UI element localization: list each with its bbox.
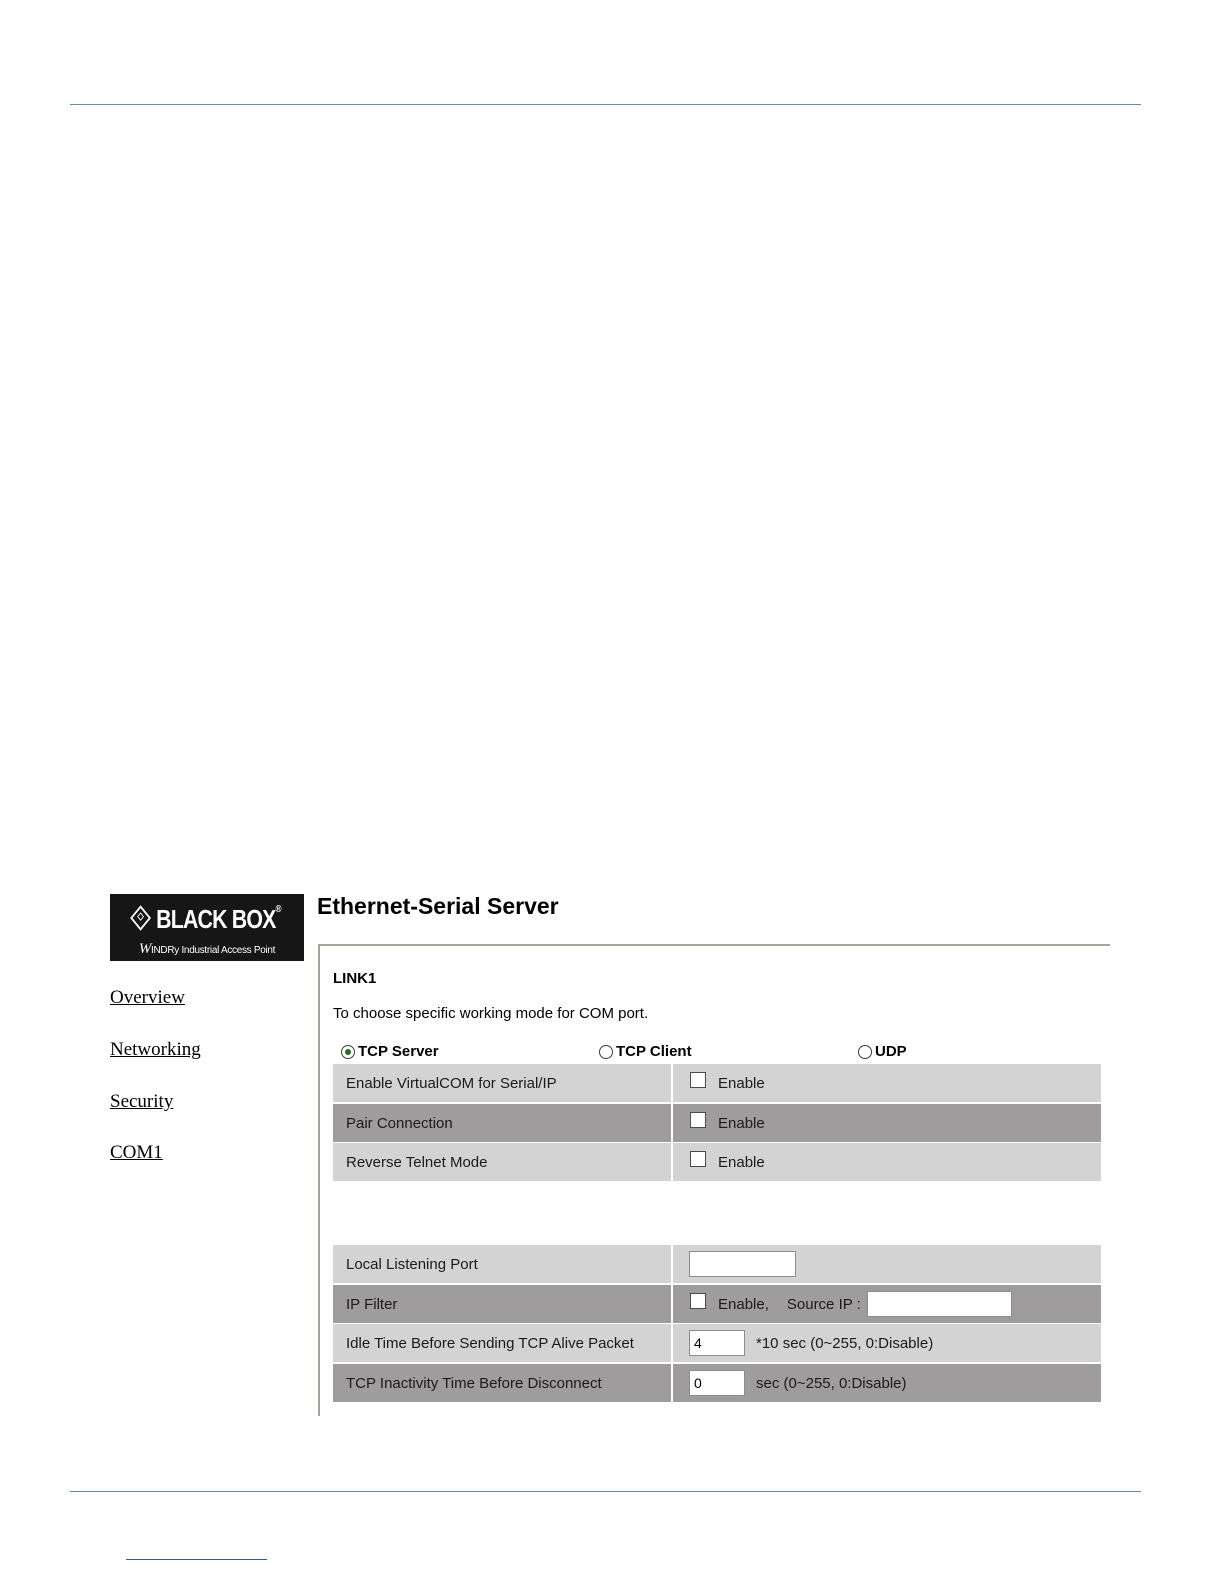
inactivity-time-unit: sec (0~255, 0:Disable) <box>756 1374 907 1392</box>
source-ip-label: Source IP : <box>786 1295 861 1313</box>
virtualcom-label: Enable VirtualCOM for Serial/IP <box>333 1064 671 1102</box>
footer-link-line <box>126 1559 267 1560</box>
table-row-inactivity-time <box>333 1364 1101 1402</box>
inactivity-time-value <box>673 1364 1101 1402</box>
footer-rule <box>70 1491 1141 1492</box>
table-row-reverse-telnet <box>333 1143 1101 1181</box>
pair-connection-checkbox[interactable] <box>690 1112 706 1128</box>
logo-brand <box>127 904 286 935</box>
source-ip-input[interactable] <box>867 1291 1012 1317</box>
table-row-idle-time <box>333 1324 1101 1362</box>
inactivity-time-label: TCP Inactivity Time Before Disconnect <box>333 1364 671 1402</box>
inactivity-time-input[interactable] <box>689 1370 745 1396</box>
logo-brand-text: BLACK BOX <box>156 904 276 934</box>
idle-time-input[interactable] <box>689 1330 745 1356</box>
mode-tcp-client[interactable] <box>599 1043 692 1060</box>
logo-subtitle <box>110 941 304 958</box>
diamond-logo-icon <box>130 905 151 930</box>
radio-unselected-icon[interactable] <box>599 1045 613 1059</box>
radio-unselected-icon[interactable] <box>858 1045 872 1059</box>
mode-udp-label: UDP <box>875 1043 907 1060</box>
mode-tcp-server-label: TCP Server <box>358 1043 439 1060</box>
link-title: LINK1 <box>333 970 377 987</box>
local-port-label: Local Listening Port <box>333 1245 671 1283</box>
reverse-telnet-value <box>673 1143 1101 1181</box>
virtualcom-value <box>673 1064 1101 1102</box>
reverse-telnet-checkbox[interactable] <box>690 1151 706 1167</box>
ip-filter-enable-label: Enable, <box>718 1295 769 1313</box>
mode-tcp-server[interactable] <box>341 1043 439 1060</box>
pair-connection-value <box>673 1104 1101 1142</box>
reverse-telnet-label: Reverse Telnet Mode <box>333 1143 671 1181</box>
idle-time-label: Idle Time Before Sending TCP Alive Packet <box>333 1324 671 1362</box>
ip-filter-checkbox[interactable] <box>690 1293 706 1309</box>
radio-selected-icon[interactable] <box>341 1045 355 1059</box>
nav-security[interactable]: Security <box>110 1091 174 1112</box>
panel-frame-top <box>318 944 1110 946</box>
logo-sub-initial: W <box>138 941 152 957</box>
pair-connection-enable-label: Enable <box>718 1114 765 1132</box>
virtualcom-enable-label: Enable <box>718 1074 765 1092</box>
nav-networking[interactable]: Networking <box>110 1039 201 1060</box>
panel-frame-left <box>318 944 320 1416</box>
ip-filter-label: IP Filter <box>333 1285 671 1323</box>
table-row-virtualcom <box>333 1064 1101 1102</box>
ip-filter-value <box>673 1285 1101 1323</box>
header-rule <box>70 104 1141 105</box>
table-row-local-port <box>333 1245 1101 1283</box>
local-port-value <box>673 1245 1101 1283</box>
black-box-logo <box>110 894 304 961</box>
table-row-pair-connection <box>333 1104 1101 1142</box>
logo-trademark: ® <box>275 904 281 915</box>
local-port-input[interactable] <box>689 1251 796 1277</box>
idle-time-unit: *10 sec (0~255, 0:Disable) <box>756 1334 934 1352</box>
mode-udp[interactable] <box>858 1043 907 1060</box>
page-title: Ethernet-Serial Server <box>317 893 559 919</box>
logo-sub-text: INDRy Industrial Access Point <box>151 945 276 956</box>
table-row-ip-filter <box>333 1285 1101 1323</box>
mode-description: To choose specific working mode for COM port. <box>333 1005 649 1022</box>
pair-connection-label: Pair Connection <box>333 1104 671 1142</box>
reverse-telnet-enable-label: Enable <box>718 1153 765 1171</box>
nav-com1[interactable]: COM1 <box>110 1142 163 1163</box>
mode-tcp-client-label: TCP Client <box>616 1043 692 1060</box>
virtualcom-checkbox[interactable] <box>690 1072 706 1088</box>
nav-overview[interactable]: Overview <box>110 987 185 1008</box>
idle-time-value <box>673 1324 1101 1362</box>
